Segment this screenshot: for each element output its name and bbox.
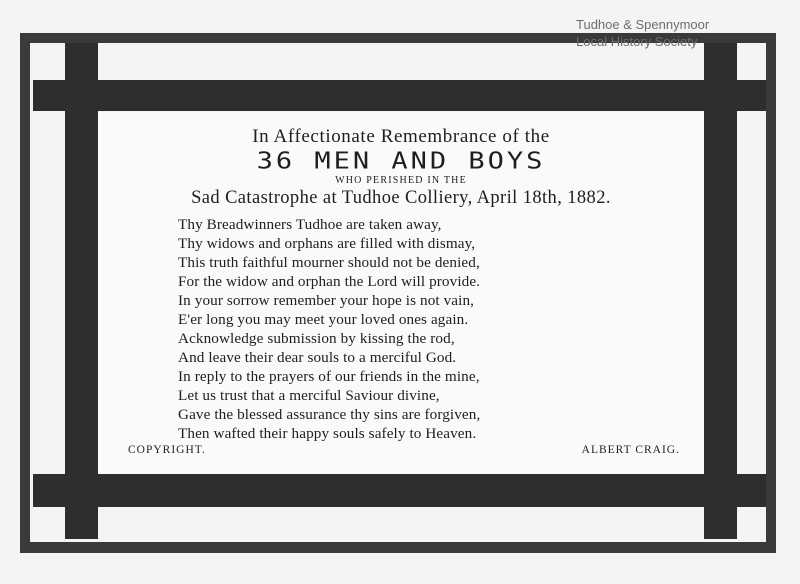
border-right-thin-bar bbox=[766, 33, 776, 553]
copyright-label: COPYRIGHT. bbox=[128, 444, 206, 456]
border-left-thin-bar bbox=[20, 33, 30, 553]
watermark-line-2: Local History Society bbox=[576, 34, 698, 49]
poem-line: This truth faithful mourner should not be denied, bbox=[178, 254, 480, 271]
watermark-line-1: Tudhoe & Spennymoor bbox=[576, 17, 710, 32]
society-watermark bbox=[576, 16, 709, 50]
memorial-poem bbox=[178, 215, 698, 443]
poem-line: Thy Breadwinners Tudhoe are taken away, bbox=[178, 216, 442, 233]
card-count-line: 36 MEN AND BOYS bbox=[256, 148, 546, 175]
poem-line: Acknowledge submission by kissing the rod, bbox=[178, 330, 455, 347]
poem-line: And leave their dear souls to a merciful God. bbox=[178, 349, 457, 366]
author-name: ALBERT CRAIG. bbox=[581, 444, 680, 456]
poem-line: Let us trust that a merciful Saviour divine, bbox=[178, 387, 440, 404]
poem-line: In reply to the prayers of our friends in the mine, bbox=[178, 368, 480, 385]
poem-line: Thy widows and orphans are filled with dismay, bbox=[178, 235, 476, 252]
card-heading: In Affectionate Remembrance of the bbox=[252, 126, 550, 147]
border-bottom-thin-bar bbox=[20, 542, 776, 553]
card-perished-line: WHO PERISHED IN THE bbox=[335, 175, 467, 186]
border-left-thick-bar bbox=[65, 43, 98, 539]
poem-line: E'er long you may meet your loved ones again. bbox=[178, 311, 469, 328]
border-right-thick-bar bbox=[704, 43, 737, 539]
border-top-thick-bar bbox=[33, 80, 767, 111]
poem-line: Then wafted their happy souls safely to Heaven. bbox=[178, 425, 477, 442]
card-event-line: Sad Catastrophe at Tudhoe Colliery, April 18th, 1882. bbox=[191, 188, 611, 208]
poem-line: In your sorrow remember your hope is not vain, bbox=[178, 292, 475, 309]
border-bottom-thick-bar bbox=[33, 474, 767, 507]
poem-line: Gave the blessed assurance thy sins are forgiven, bbox=[178, 406, 481, 423]
poem-line: For the widow and orphan the Lord will provide. bbox=[178, 273, 481, 290]
memorial-card bbox=[98, 112, 704, 474]
